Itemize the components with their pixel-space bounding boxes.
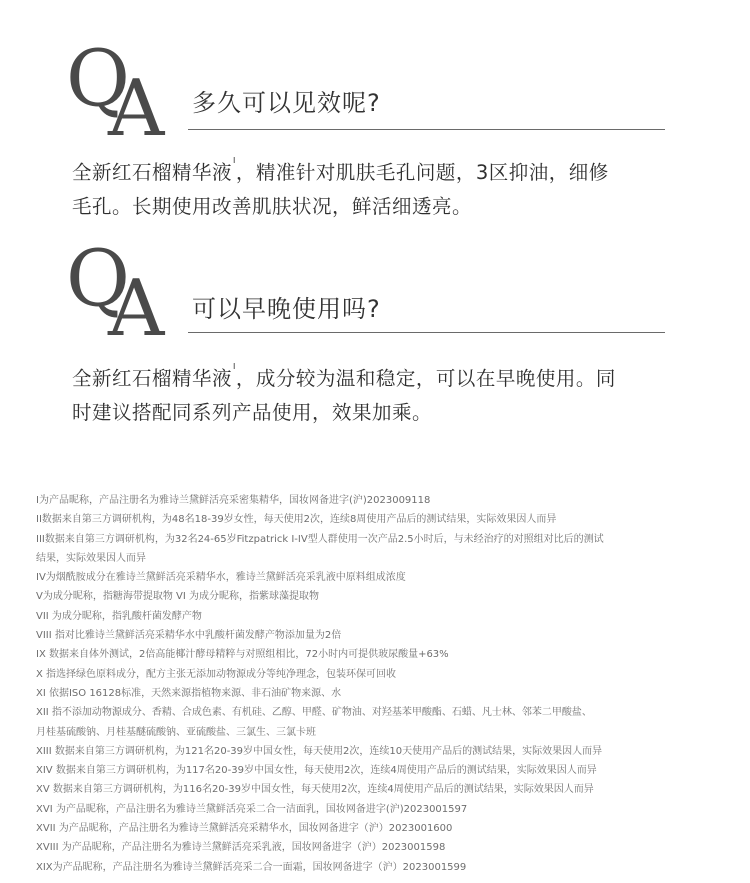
footnote-line: XI 依据ISO 16128标准，天然来源指植物来源、非石油矿物来源、水 (36, 687, 342, 699)
footnote-line: XV 数据来自第三方调研机构，为116名20-39岁中国女性，每天使用2次，连续4周使用产品后的测试结果，实际效果因人而异 (36, 784, 594, 796)
footnote-marker: I (233, 156, 236, 165)
footnote-line: III数据来自第三方调研机构，为32名24-65岁Fitzpatrick I-IV型人群使用一次产品2.5小时后，与未经治疗的对照组对比后的测试 (36, 533, 604, 545)
footnote-line: XIII 数据来自第三方调研机构，为121名20-39岁中国女性，每天使用2次，连续10天使用产品后的测试结果，实际效果因人而异 (36, 745, 603, 757)
answer-line: 全新红石榴精华液$^I$，精准针对肌肤毛孔问题，3区抑油，细修 (72, 156, 609, 184)
footnote-line: XII 指不添加动物源成分、香精、合成色素、有机硅、乙醇、甲醛、矿物油、对羟基苯甲酸酯、石蜡、凡士林、邻苯二甲酸盐、 (36, 707, 592, 719)
footnote-line: XIX为产品昵称，产品注册名为雅诗兰黛鲜活亮采二合一面霜，国妆网备进字（沪）2023001599 (36, 861, 467, 873)
question-title: 多久可以见效呢? (192, 89, 381, 117)
footnote-line: X 指选择绿色原料成分，配方主张无添加动物源成分等纯净理念，包装环保可回收 (36, 668, 397, 680)
question-title: 可以早晚使用吗? (192, 295, 381, 323)
footnote-line: XVIII 为产品昵称，产品注册名为雅诗兰黛鲜活亮采乳液，国妆网备进字（沪）2023001598 (36, 842, 446, 854)
q-letter: Q (66, 34, 130, 124)
footnote-line: XVI 为产品昵称，产品注册名为雅诗兰黛鲜活亮采二合一洁面乳，国妆网备进字(沪)2023001597 (36, 803, 468, 815)
footnote-line: II数据来自第三方调研机构，为48名18-39岁女性，每天使用2次，连续8周使用产品后的测试结果，实际效果因人而异 (36, 514, 557, 526)
answer-line: 毛孔。长期使用改善肌肤状况，鲜活细透亮。 (72, 195, 473, 218)
qa-logo (66, 234, 186, 354)
footnotes (36, 491, 726, 877)
answer-line: 全新红石榴精华液$^I$，成分较为温和稳定，可以在早晚使用。同 (72, 362, 616, 390)
a-letter: A (108, 64, 165, 154)
qa-logo (66, 34, 186, 154)
question-underline (188, 129, 665, 130)
answer-text (72, 362, 692, 430)
footnote-line: VII 为成分昵称，指乳酸杆菌发酵产物 (36, 610, 202, 622)
footnote-line: XVII 为产品昵称，产品注册名为雅诗兰黛鲜活亮采精华水，国妆网备进字（沪）2023001600 (36, 823, 453, 835)
q-letter: Q (66, 234, 130, 324)
footnote-line: I为产品昵称，产品注册名为雅诗兰黛鲜活亮采密集精华，国妆网备进字(沪)2023009118 (36, 495, 431, 506)
a-letter: A (108, 264, 165, 354)
answer-text (72, 156, 692, 224)
answer-line: 时建议搭配同系列产品使用，效果加乘。 (72, 401, 433, 424)
footnote-line: VIII 指对比雅诗兰黛鲜活亮采精华水中乳酸杆菌发酵产物添加量为2倍 (36, 630, 342, 642)
footnote-line: IV为烟酰胺成分在雅诗兰黛鲜活亮采精华水，雅诗兰黛鲜活亮采乳液中原料组成浓度 (36, 572, 406, 584)
footnote-line: IX 数据来自体外测试，2倍高能椰汁酵母精粹与对照组相比，72小时内可提供玻尿酸量+63% (36, 649, 449, 661)
footnote-marker: I (233, 362, 236, 371)
footnote-line: 月桂基硫酸钠、月桂基醚硫酸钠、亚硫酸盐、三氯生、三氯卡班 (36, 726, 316, 738)
footnote-line: V为成分昵称，指糖海带提取物 VI 为成分昵称，指紫球藻提取物 (36, 591, 319, 603)
question-underline (188, 332, 665, 333)
footnote-line: 结果，实际效果因人而异 (36, 552, 146, 564)
footnote-line: XIV 数据来自第三方调研机构，为117名20-39岁中国女性，每天使用2次，连续4周使用产品后的测试结果，实际效果因人而异 (36, 765, 597, 777)
